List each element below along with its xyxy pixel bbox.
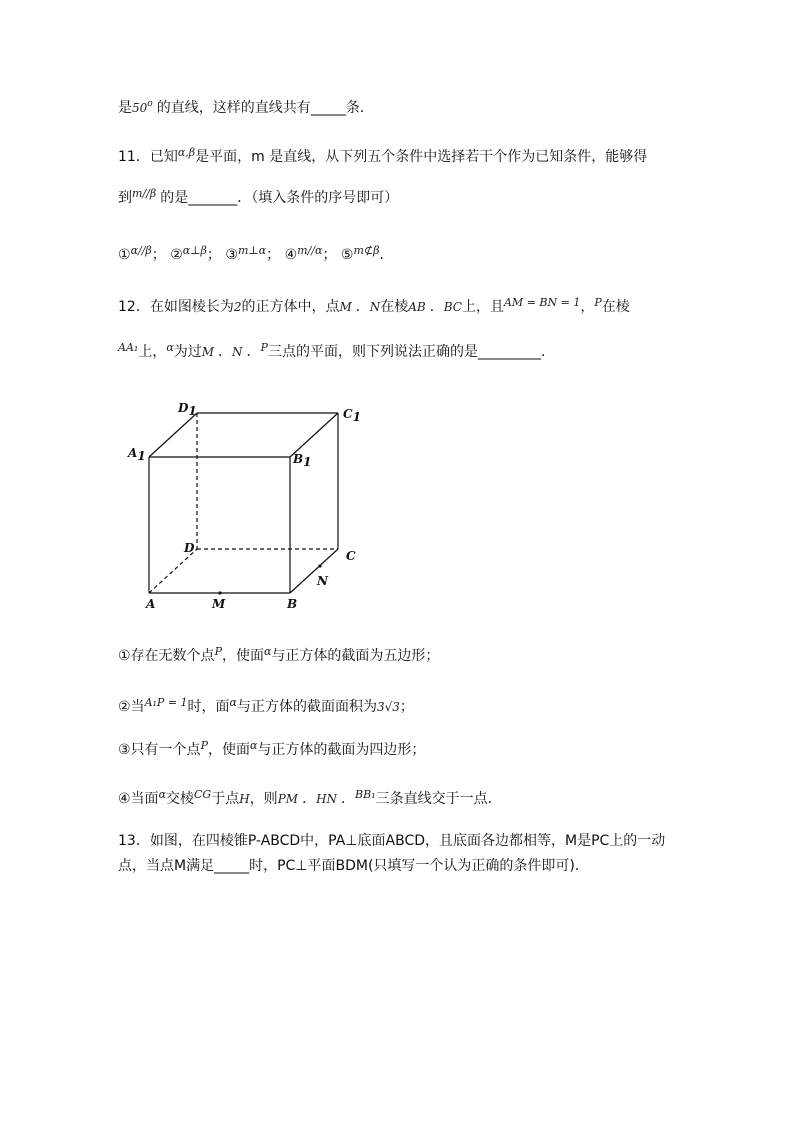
q12-dot: ． (355, 299, 370, 315)
q11-option-4: ④$^{m//\alpha}$； (284, 244, 337, 263)
q12-comma: ， (580, 299, 595, 315)
q10-text-2: 的直线，这样的直线共有_____条． (156, 100, 374, 116)
q12-point-n-2: N (232, 345, 243, 359)
label-a: A (146, 597, 156, 611)
q12-statement-1: ①存在无数个点$^P$，使面$^\alpha$与正方体的截面为五边形； (118, 645, 440, 664)
q10-tail-line (118, 98, 374, 120)
q11-option-5: ⑤$^{m⊄\beta}$． (340, 244, 394, 263)
q11-text: 是平面，m 是直线，从下列五个条件中选择若干个作为已知条件，能够得 (195, 149, 648, 165)
q12-point-p-2: P (260, 341, 268, 354)
point-n-dot (318, 564, 321, 567)
q11-m-parallel-beta: m//β (132, 187, 157, 200)
q11-text-3: 的是_______．（填入条件的序号即可） (160, 190, 399, 206)
edge-b-c (290, 549, 338, 593)
point-m-dot (218, 591, 221, 594)
q10-text: 是 (118, 100, 132, 116)
q12-dot-4: ． (246, 344, 261, 360)
q12-text-c: 上，且 (461, 299, 504, 315)
edge-a-d (149, 549, 197, 593)
q11-options (118, 245, 393, 266)
q12-edge-length: 2 (233, 300, 242, 314)
cube-figure (120, 395, 380, 625)
q12-dot-3: ． (218, 344, 233, 360)
q12-text: 的正方体中，点 (241, 299, 340, 315)
q12-statement-3: ③只有一个点$^P$，使面$^\alpha$与正方体的截面为四边形； (118, 739, 426, 758)
q13-line-1: 13．如图，在四棱锥P-ABCD中，PA⊥底面ABCD，且底面各边都相等，M是PC上的一动 (118, 833, 666, 849)
q10-angle: 50$^o$ (132, 99, 153, 115)
q11-alpha-beta: α,β (177, 146, 196, 159)
label-m: M (212, 597, 226, 611)
q12-text-e: 上， (138, 344, 167, 360)
q12-dot-2: ． (429, 299, 444, 315)
q12-edge-aa1: AA₁ (118, 341, 139, 354)
edge-a1-d1 (149, 413, 197, 457)
q12-point-n: N (369, 300, 381, 314)
q12-point-m: M (339, 300, 352, 314)
label-b: B (287, 597, 298, 611)
q12-edge-ab: AB (408, 300, 426, 314)
q12-point-p: P (594, 296, 602, 309)
q12-statement-2: ②当$^{A_1P = 1}$时，面$^\alpha$与正方体的截面面积为3√3； (118, 696, 414, 715)
q12-line-2 (118, 342, 555, 363)
q11-number: 11．已知 (118, 149, 178, 165)
q12-condition: AM = BN = 1 (503, 296, 581, 309)
label-c: C (346, 549, 356, 563)
q12-edge-bc: BC (443, 300, 462, 314)
q12-alpha: α (166, 341, 174, 354)
q11-option-2: ②$^{\alpha\perp\beta}$； (170, 244, 221, 263)
q11-option-1: ①$^{\alpha//\beta}$； (118, 244, 166, 263)
q12-text-d: 在棱 (601, 299, 630, 315)
edge-b1-c1 (290, 413, 338, 457)
q13-line-2: 点，当点M满足_____时，PC⊥平面BDM(只填写一个认为正确的条件即可)． (118, 858, 589, 874)
label-n: N (317, 574, 328, 588)
q12-statement-4: ④当面$^\alpha$交棱$^{CG}$于点H，则PM ．HN ．$^{BB_1}$三条直线交于一点． (118, 788, 502, 807)
label-b1: B1 (293, 452, 312, 469)
label-d1: D1 (178, 401, 197, 418)
q12-number: 12．在如图棱长为 (118, 299, 234, 315)
q11-line-1 (118, 147, 647, 168)
q12-text-b: 在棱 (380, 299, 409, 315)
q11-option-3: ③$^{m\perp\alpha}$； (225, 244, 281, 263)
label-c1: C1 (343, 407, 361, 424)
label-a1: A1 (128, 446, 146, 463)
q12-text-f: 为过 (173, 344, 202, 360)
q11-line-2 (118, 188, 398, 209)
q12-point-m-2: M (201, 345, 215, 359)
label-d: D (184, 541, 195, 555)
q12-text-g: 三点的平面，则下列说法正确的是_________． (267, 344, 555, 360)
q11-text-2: 到 (118, 190, 132, 206)
q12-line-1 (118, 297, 630, 318)
